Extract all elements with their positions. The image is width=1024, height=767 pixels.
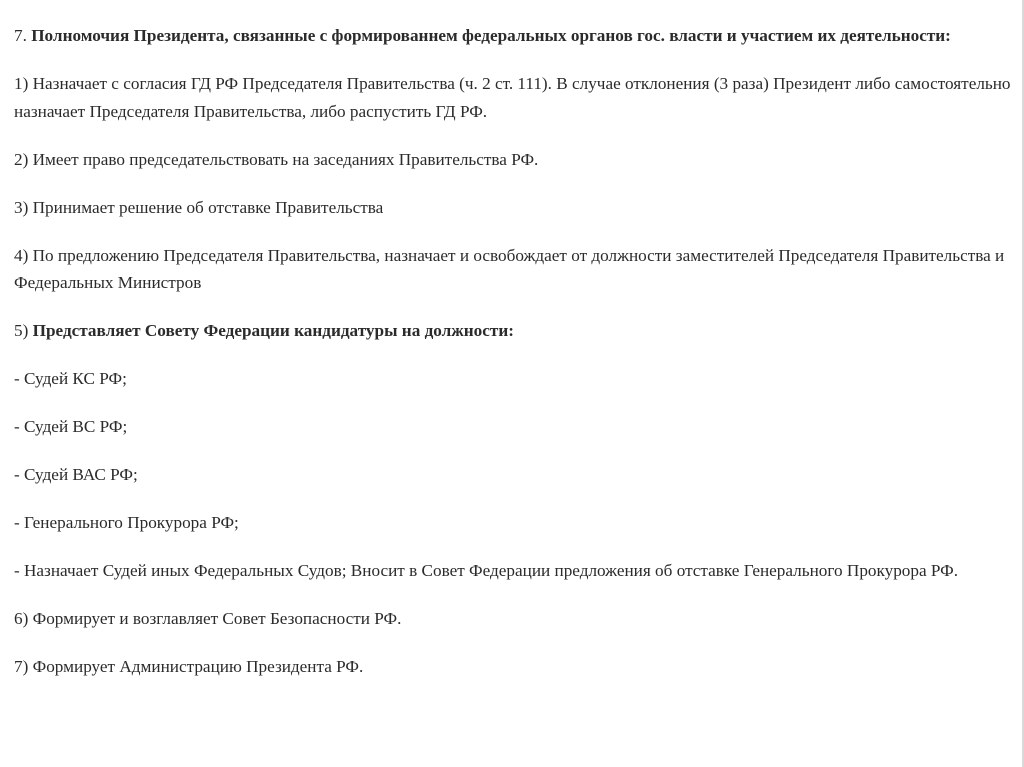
section-title: Полномочия Президента, связанные с формированнем федеральных органов гос. власти и участием их деятельности:: [31, 26, 951, 45]
document-body: [14, 22, 1016, 701]
paragraph-2: 2) Имеет право председательствовать на заседаниях Правительства РФ.: [14, 149, 539, 169]
section-number: 7.: [14, 26, 32, 45]
paragraph-3: 3) Принимает решение об отставке Правительства: [14, 197, 384, 217]
paragraph-6: 6) Формирует и возглавляет Совет Безопасности РФ.: [14, 609, 402, 628]
section-heading: [14, 22, 1016, 50]
paragraph-5-number: 5): [14, 321, 33, 340]
list-item-1: - Судей КС РФ;: [14, 369, 127, 388]
paragraph-4: 4) По предложению Председателя Правительства, назначает и освобождает от должности заместителей Председателя Правительства и Федеральных Министров: [14, 245, 1005, 292]
paragraph-7: 7) Формирует Администрацию Президента РФ.: [14, 657, 364, 676]
paragraph-5-heading: Представляет Совету Федерации кандидатуры на должности:: [32, 321, 514, 340]
list-item-2: - Судей ВС РФ;: [14, 417, 128, 436]
paragraph-5: [14, 317, 1016, 345]
paragraph-1: 1) Назначает с согласия ГД РФ Председателя Правительства (ч. 2 ст. 111). В случае отклонения (3 раза) Президент либо самостоятельно назначает Председателя Правительства, либо распустить ГД РФ.: [14, 74, 1011, 121]
list-item-3: - Судей ВАС РФ;: [14, 465, 138, 484]
list-item-5: - Назначает Судей иных Федеральных Судов; Вносит в Совет Федерации предложения об отставке Генерального Прокурора РФ.: [14, 561, 959, 580]
list-item-4: - Генерального Прокурора РФ;: [14, 513, 239, 532]
